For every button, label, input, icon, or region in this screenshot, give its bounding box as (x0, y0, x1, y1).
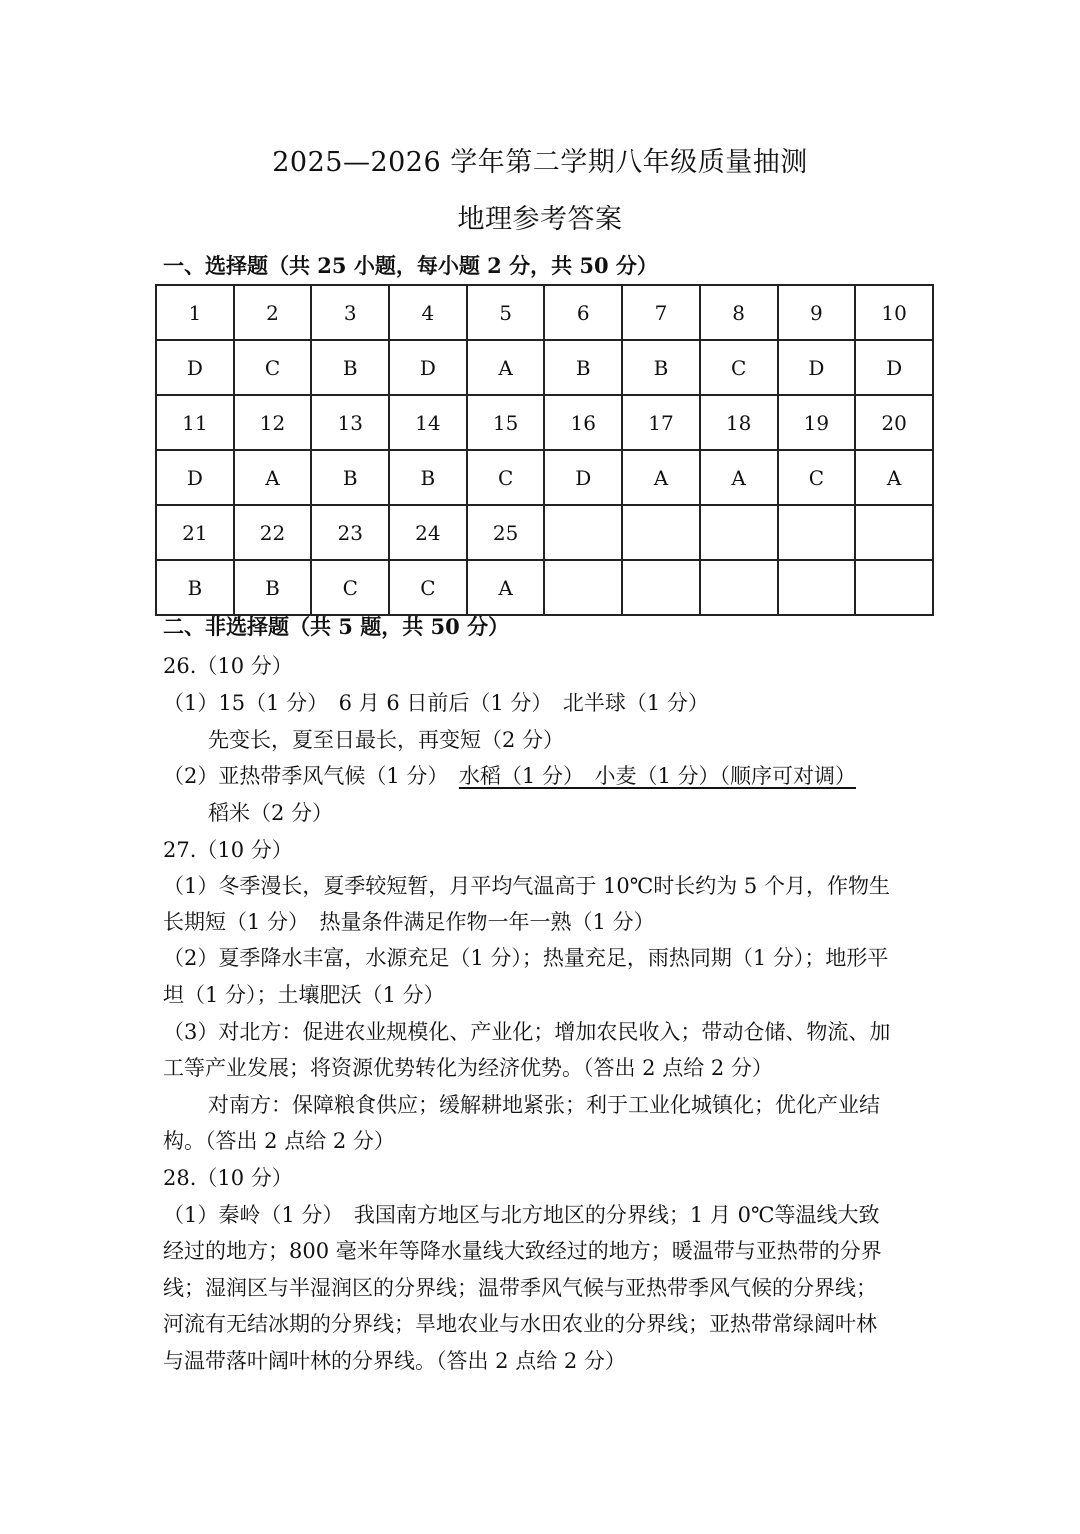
answer-cell (544, 560, 622, 615)
question-26-part2-text: （2）亚热带季风气候（1 分） (163, 764, 459, 788)
section-heading-choice: 一、选择题（共 25 小题，每小题 2 分，共 50 分） (163, 253, 658, 278)
question-number-cell: 9 (778, 285, 856, 340)
answer-cell: D (778, 340, 856, 395)
question-number-cell: 20 (855, 395, 933, 450)
question-27-answer-line: 工等产业发展；将资源优势转化为经济优势。（答出 2 点给 2 分） (163, 1056, 773, 1080)
answer-cell: D (544, 450, 622, 505)
answer-cell: A (234, 450, 312, 505)
answer-cell (855, 560, 933, 615)
answer-cell: B (311, 340, 389, 395)
answer-cell: B (156, 560, 234, 615)
question-26-part2-line (163, 766, 856, 787)
answer-cell (778, 560, 856, 615)
answer-cell (700, 560, 778, 615)
answer-table (155, 284, 934, 616)
question-27-answer-line: 长期短（1 分） 热量条件满足作物一年一熟（1 分） (163, 910, 655, 934)
answer-cell (622, 560, 700, 615)
answer-cell: C (700, 340, 778, 395)
answer-cell: B (622, 340, 700, 395)
question-number-cell: 14 (389, 395, 467, 450)
answer-cell: C (389, 560, 467, 615)
question-number-row (156, 395, 933, 450)
answer-cell: B (389, 450, 467, 505)
answer-cell: A (700, 450, 778, 505)
question-28-answer-line: 经过的地方；800 毫米年等降水量线大致经过的地方；暖温带与亚热带的分界 (163, 1239, 882, 1263)
question-27-heading: 27.（10 分） (163, 838, 293, 862)
question-number-cell: 3 (311, 285, 389, 340)
question-number-cell: 5 (467, 285, 545, 340)
question-27-answer-line: （2）夏季降水丰富，水源充足（1 分）；热量充足，雨热同期（1 分）；地形平 (163, 946, 889, 970)
question-number-cell: 15 (467, 395, 545, 450)
question-26-part1-line: 先变长，夏至日最长，再变短（2 分） (208, 728, 565, 752)
question-number-cell: 24 (389, 505, 467, 560)
answer-cell: A (467, 560, 545, 615)
question-26-part2-underlined: 水稻（1 分） 小麦（1 分）（顺序可对调） (458, 764, 856, 788)
question-number-cell: 10 (855, 285, 933, 340)
question-27-answer-line: （1）冬季漫长，夏季较短暂，月平均气温高于 10℃时长约为 5 个月，作物生 (163, 874, 890, 898)
answer-cell: A (622, 450, 700, 505)
page-subtitle: 地理参考答案 (457, 204, 623, 235)
question-number-cell: 16 (544, 395, 622, 450)
question-28-answer-line: 河流有无结冰期的分界线；旱地农业与水田农业的分界线；亚热带常绿阔叶林 (163, 1312, 877, 1336)
question-number-cell: 23 (311, 505, 389, 560)
answer-cell: C (234, 340, 312, 395)
question-number-cell: 21 (156, 505, 234, 560)
answer-cell: B (234, 560, 312, 615)
question-number-cell: 4 (389, 285, 467, 340)
question-number-cell: 18 (700, 395, 778, 450)
question-26-heading: 26.（10 分） (163, 654, 293, 678)
answer-cell: C (778, 450, 856, 505)
question-number-cell: 25 (467, 505, 545, 560)
answer-row (156, 450, 933, 505)
question-26-part1-line: （1）15（1 分） 6 月 6 日前后（1 分） 北半球（1 分） (163, 691, 709, 715)
answer-cell: B (311, 450, 389, 505)
question-number-cell: 1 (156, 285, 234, 340)
question-number-cell: 8 (700, 285, 778, 340)
question-27-answer-line: 构。（答出 2 点给 2 分） (163, 1129, 395, 1153)
answer-cell: D (156, 450, 234, 505)
question-number-cell (622, 505, 700, 560)
question-28-answer-line: （1）秦岭（1 分） 我国南方地区与北方地区的分界线；1 月 0℃等温线大致 (163, 1203, 880, 1227)
section-heading-nonchoice: 二、非选择题（共 5 题，共 50 分） (163, 614, 510, 639)
question-27-answer-line: 对南方：保障粮食供应；缓解耕地紧张；利于工业化城镇化；优化产业结 (208, 1093, 880, 1117)
answer-cell: D (156, 340, 234, 395)
question-number-cell: 7 (622, 285, 700, 340)
answer-cell: B (544, 340, 622, 395)
answer-cell: D (855, 340, 933, 395)
question-number-cell (700, 505, 778, 560)
question-28-answer-line: 线；湿润区与半湿润区的分界线；温带季风气候与亚热带季风气候的分界线； (163, 1276, 877, 1300)
question-number-cell: 17 (622, 395, 700, 450)
answer-row (156, 560, 933, 615)
question-number-cell: 11 (156, 395, 234, 450)
answer-row (156, 340, 933, 395)
question-number-cell: 12 (234, 395, 312, 450)
question-number-cell (855, 505, 933, 560)
question-27-answer-line: 坦（1 分）；土壤肥沃（1 分） (163, 983, 445, 1007)
answer-cell: A (467, 340, 545, 395)
question-number-cell: 13 (311, 395, 389, 450)
page-title: 2025—2026 学年第二学期八年级质量抽测 (272, 147, 808, 178)
question-28-answer-line: 与温带落叶阔叶林的分界线。（答出 2 点给 2 分） (163, 1349, 626, 1373)
question-number-cell (544, 505, 622, 560)
question-number-cell: 19 (778, 395, 856, 450)
question-number-cell (778, 505, 856, 560)
question-number-row (156, 505, 933, 560)
answer-cell: A (855, 450, 933, 505)
question-27-answer-line: （3）对北方：促进农业规模化、产业化；增加农民收入；带动仓储、物流、加 (163, 1020, 891, 1044)
answer-cell: D (389, 340, 467, 395)
question-number-row (156, 285, 933, 340)
question-number-cell: 22 (234, 505, 312, 560)
question-number-cell: 6 (544, 285, 622, 340)
answer-cell: C (467, 450, 545, 505)
question-28-heading: 28.（10 分） (163, 1166, 293, 1190)
question-number-cell: 2 (234, 285, 312, 340)
answer-cell: C (311, 560, 389, 615)
question-26-part2-line: 稻米（2 分） (208, 801, 334, 825)
